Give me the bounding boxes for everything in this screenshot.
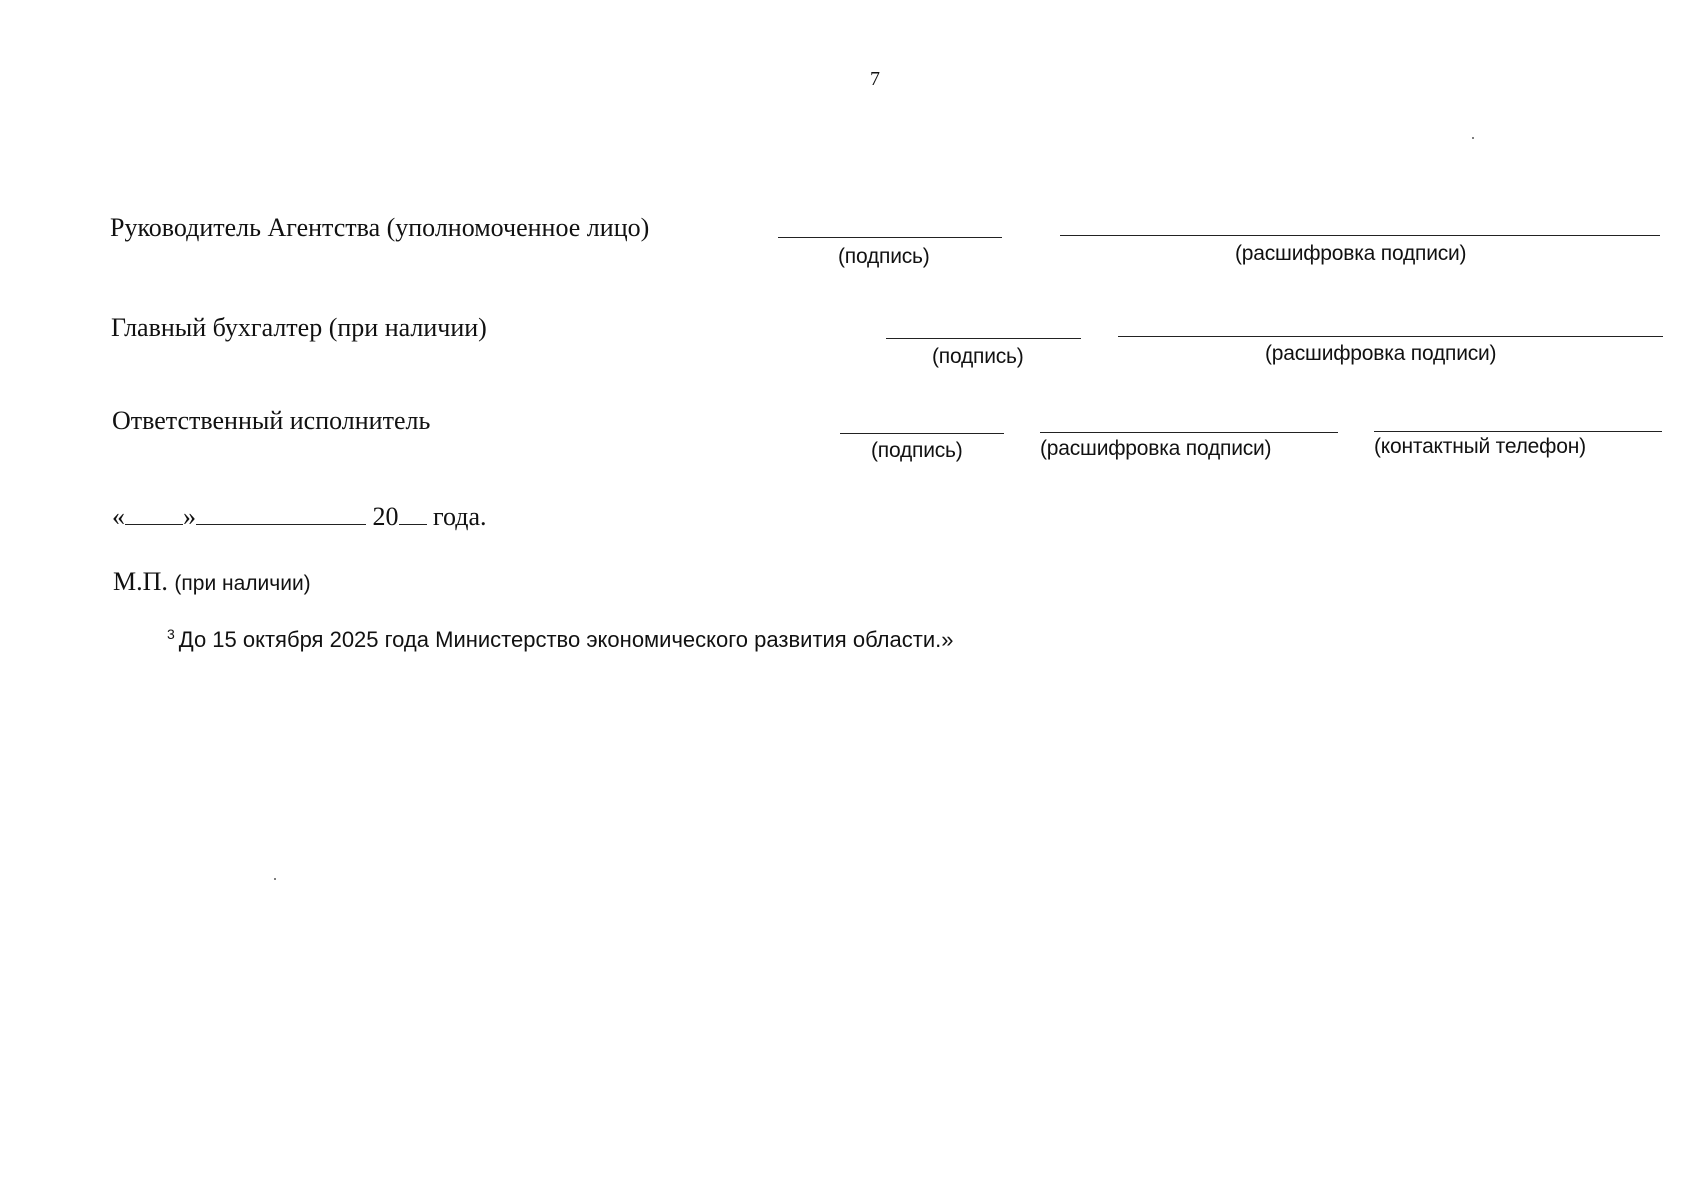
name-caption: (расшифровка подписи) bbox=[1040, 437, 1272, 460]
phone-line[interactable] bbox=[1374, 431, 1662, 432]
name-line[interactable] bbox=[1060, 235, 1660, 236]
month-blank[interactable] bbox=[196, 502, 366, 525]
date-close-quote: » bbox=[183, 502, 196, 531]
signatory-head-label: Руководитель Агентства (уполномоченное лицо) bbox=[110, 213, 650, 242]
footnote-text: До 15 октября 2025 года Министерство экономического развития области.» bbox=[178, 627, 954, 652]
name-caption: (расшифровка подписи) bbox=[1265, 342, 1497, 365]
scan-speck bbox=[1472, 137, 1474, 139]
signature-line[interactable] bbox=[840, 433, 1004, 434]
name-line[interactable] bbox=[1040, 432, 1338, 433]
signature-line[interactable] bbox=[886, 338, 1081, 339]
signatory-accountant-label: Главный бухгалтер (при наличии) bbox=[111, 313, 487, 342]
signature-caption: (подпись) bbox=[838, 245, 930, 268]
date-suffix: года. bbox=[433, 502, 487, 531]
stamp-line bbox=[113, 567, 311, 597]
footnote-marker: 3 bbox=[167, 626, 175, 642]
name-caption: (расшифровка подписи) bbox=[1235, 242, 1467, 265]
year-blank[interactable] bbox=[399, 502, 427, 525]
date-open-quote: « bbox=[112, 502, 125, 531]
signatory-executor-label: Ответственный исполнитель bbox=[112, 406, 431, 435]
date-line bbox=[112, 502, 487, 532]
year-prefix: 20 bbox=[372, 502, 399, 531]
stamp-note: (при наличии) bbox=[174, 572, 311, 595]
scan-speck bbox=[274, 878, 276, 880]
stamp-label: М.П. bbox=[113, 567, 168, 596]
name-line[interactable] bbox=[1118, 336, 1663, 337]
signature-caption: (подпись) bbox=[932, 345, 1024, 368]
page-number: 7 bbox=[870, 68, 880, 90]
phone-caption: (контактный телефон) bbox=[1374, 435, 1586, 458]
signature-caption: (подпись) bbox=[871, 439, 963, 462]
day-blank[interactable] bbox=[125, 502, 183, 525]
footnote bbox=[167, 627, 953, 653]
signature-line[interactable] bbox=[778, 237, 1002, 238]
